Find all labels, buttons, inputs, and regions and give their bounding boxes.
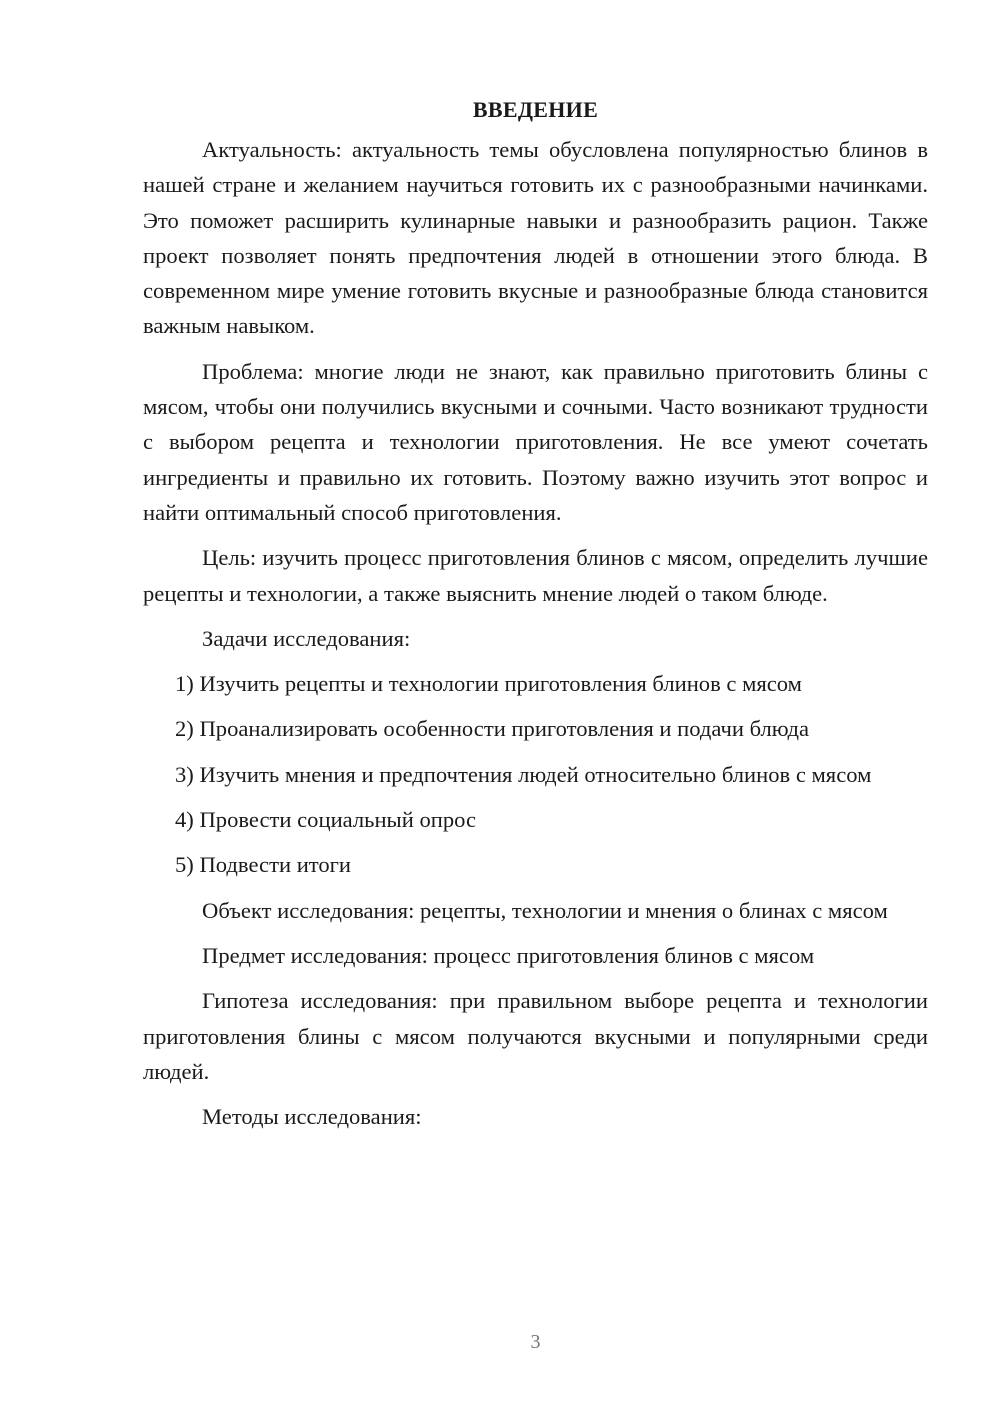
page-title: ВВЕДЕНИЕ xyxy=(472,97,599,122)
task-2: 2) Проанализировать особенности приготовления и подачи блюда xyxy=(175,716,810,742)
document-page xyxy=(143,92,928,1144)
page-number: 3 xyxy=(530,1331,541,1353)
problem-paragraph: Проблема: многие люди не знают, как правильно приготовить блины с мясом, чтобы они получились вкусными и сочными. Часто возникают трудности с выбором рецепта и технологии приготовления. Не все умеют сочетать ингредиенты и правильно их готовить. Поэтому важно изучить этот вопрос и найти оптимальный способ приготовления. xyxy=(143,358,928,525)
goal-paragraph: Цель: изучить процесс приготовления блинов с мясом, определить лучшие рецепты и технологии, а также выяснить мнение людей о таком блюде. xyxy=(143,545,928,606)
hypothesis-paragraph: Гипотеза исследования: при правильном выборе рецепта и технологии приготовления блины с мясом получаются вкусными и популярными среди людей. xyxy=(143,988,928,1084)
task-4: 4) Провести социальный опрос xyxy=(175,807,477,833)
task-1: 1) Изучить рецепты и технологии приготовления блинов с мясом xyxy=(175,671,802,697)
subject-paragraph: Предмет исследования: процесс приготовления блинов с мясом xyxy=(202,942,815,968)
tasks-heading: Задачи исследования: xyxy=(202,625,411,651)
task-5: 5) Подвести итоги xyxy=(175,852,352,878)
relevance-paragraph: Актуальность: актуальность темы обусловлена популярностью блинов в нашей стране и желанием научиться готовить их с разнообразными начинками. Это поможет расширить кулинарные навыки и разнообразить рацион. Также проект позволяет понять предпочтения людей в отношении этого блюда. В современном мире умение готовить вкусные и разнообразные блюда становится важным навыком. xyxy=(143,137,928,339)
methods-heading: Методы исследования: xyxy=(202,1104,422,1130)
object-paragraph: Объект исследования: рецепты, технологии и мнения о блинах с мясом xyxy=(202,897,888,923)
task-3: 3) Изучить мнения и предпочтения людей относительно блинов с мясом xyxy=(175,761,872,787)
